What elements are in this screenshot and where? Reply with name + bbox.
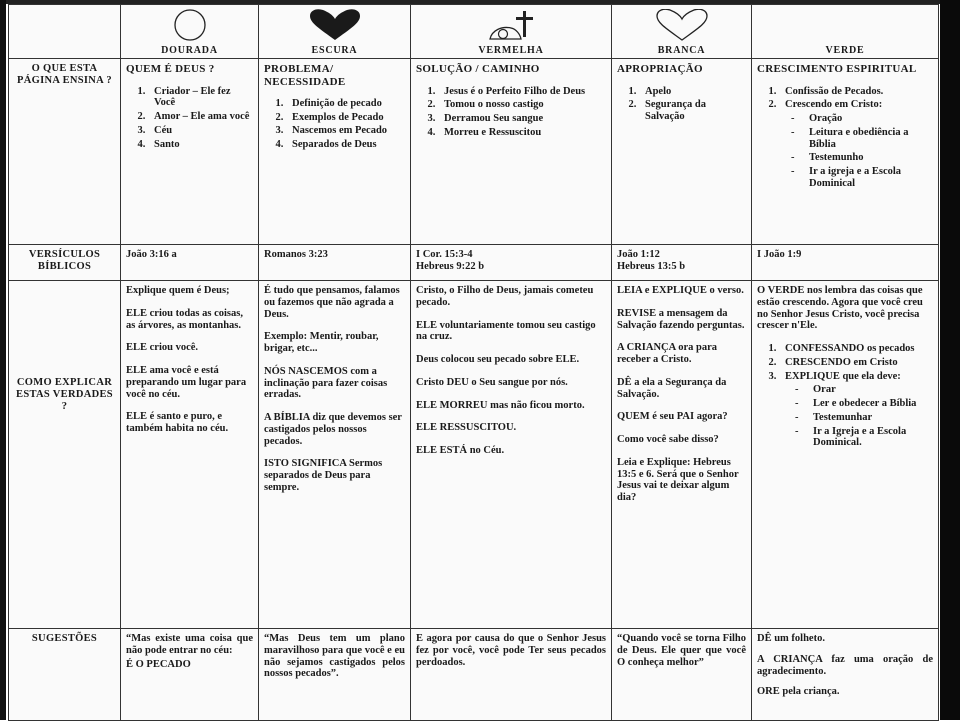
versiculos-cell-branca [612,245,752,281]
ensina-cell-branca [612,59,752,245]
sugestoes-cell-verde [752,629,939,721]
section-heading: PROBLEMA/ NECESSIDADE [264,63,346,88]
topic-list [126,86,253,151]
sugestoes-cell-escura [259,629,411,721]
sub-list-item: - Ir a Igreja e a Escola Dominical. [807,426,933,450]
list-item: 1. Jesus é o Perfeito Filho de Deus [438,86,606,98]
list-item: 1. Apelo [639,86,746,98]
sub-list-item: - Testemunho [803,152,933,164]
sub-list-item: - Leitura e obediência a Bíblia [803,127,933,151]
row-label-ensina: O QUE ESTA PÁGINA ENSINA ? [9,59,121,245]
sub-list-item: - Orar [807,384,933,396]
column-name: DOURADA [161,45,218,56]
explanation-paragraph: Como você sabe disso? [617,434,719,446]
col-header-branca [612,5,752,59]
verse-reference: Romanos 3:23 [264,249,328,261]
suggestion-text: E agora por causa do que o Senhor Jesus fez por você, você pode Ter seus pecados perdoados. [416,633,606,668]
circle-outline-icon [123,9,256,41]
list-item-text: Crescendo em Cristo: [785,99,883,111]
list-item: 1. Definição de pecado [286,98,405,110]
sub-list-item: - Oração [803,113,933,125]
section-heading: QUEM É DEUS ? [126,63,215,76]
list-item [779,371,933,450]
growth-list [757,343,933,449]
ensina-cell-escura [259,59,411,245]
row-explicar [9,281,939,629]
explicar-cell-escura [259,281,411,629]
explanation-paragraph: Explique quem é Deus; [126,285,230,297]
row-sugestoes [9,629,939,721]
suggestion-text: “Quando você se torna Filho de Deus. Ele quer que você O conheça melhor” [617,633,746,668]
explanation-paragraph: ELE MORREU mas não ficou morto. [416,399,585,411]
sub-list-item: - Testemunhar [807,412,933,424]
explanation-paragraph: Deus colocou seu pecado sobre ELE. [416,354,580,366]
suggestion-text: “Mas Deus tem um plano maravilhoso para que você e eu não sejamos castigados pelos nossos pecados”. [264,633,405,680]
column-name: VERMELHA [478,45,544,56]
ensina-cell-dourada [121,59,259,245]
list-item: 3. Derramou Seu sangue [438,113,606,125]
sub-list-item: - Ir a igreja e a Escola Dominical [803,166,933,190]
sugestoes-cell-vermelha [411,629,612,721]
heart-outline-icon [614,9,749,41]
explanation-paragraph: ELE criou você. [126,342,199,354]
header-corner [9,5,121,59]
col-header-vermelha [411,5,612,59]
versiculos-cell-escura [259,245,411,281]
column-name: ESCURA [311,45,358,56]
explanation-paragraph: É tudo que pensamos, falamos ou fazemos que não agrada a Deus. [264,285,400,320]
verse-reference: I Cor. 15:3-4 [416,249,473,261]
list-item: 2. Amor – Ele ama você [148,111,253,123]
explanation-paragraph: ELE ESTÁ no Céu. [416,445,505,457]
scan-left-edge [0,0,6,720]
section-heading: SOLUÇÃO / CAMINHO [416,63,540,76]
list-item: 1. Confissão de Pecados. [779,86,933,98]
explicar-cell-vermelha [411,281,612,629]
scan-right-edge [940,0,960,720]
explanation-paragraph: A BÍBLIA diz que devemos ser castigados pelos nossos pecados. [264,412,402,447]
explanation-paragraph: REVISE a mensagem da Salvação fazendo perguntas. [617,307,745,331]
row-versiculos [9,245,939,281]
ensina-cell-verde [752,59,939,245]
explanation-paragraph: ISTO SIGNIFICA Sermos separados de Deus para sempre. [264,458,383,493]
explanation-paragraph: QUEM é seu PAI agora? [617,411,728,423]
explanation-paragraph: NÓS NASCEMOS com a inclinação para fazer coisas erradas. [264,365,388,401]
list-item-text: EXPLIQUE que ela deve: [785,370,901,382]
ensina-cell-vermelha [411,59,612,245]
explanation-paragraph: DÊ a ela a Segurança da Salvação. [617,376,727,400]
explanation-paragraph: Cristo DEU o Seu sangue por nós. [416,376,568,388]
section-heading: APROPRIAÇÃO [617,63,703,76]
topic-list [757,86,933,190]
explicar-cell-branca [612,281,752,629]
section-heading: CRESCIMENTO ESPIRITUAL [757,63,917,76]
header-row [9,5,939,59]
sugestoes-cell-dourada [121,629,259,721]
verse-reference: João 1:12 [617,249,660,261]
list-item: 3. Nascemos em Pecado [286,125,405,137]
suggestion-text: “Mas existe uma coisa que não pode entrar no céu: [126,633,253,656]
topic-list [617,86,746,123]
heart-filled-icon [261,9,408,41]
list-item [779,99,933,189]
wordless-book-table [8,4,939,721]
col-header-dourada [121,5,259,59]
verse-reference: João 3:16 a [126,249,177,261]
verse-reference-2: Hebreus 13:5 b [617,260,686,272]
list-item: 2. Segurança da Salvação [639,99,746,123]
sub-list-item: - Ler e obedecer a Bíblia [807,398,933,410]
explanation-paragraph: ELE é santo e puro, e também habita no céu. [126,411,229,435]
row-label-explicar: COMO EXPLICAR ESTAS VERDADES ? [9,281,121,629]
explicar-cell-verde [752,281,939,629]
list-item: 1. CONFESSANDO os pecados [779,343,933,355]
suggestion-text: ORE pela criança. [757,686,840,698]
topic-list [264,98,405,151]
column-name: BRANCA [657,45,706,56]
explanation-paragraph: ELE voluntariamente tomou seu castigo na cruz. [416,319,596,343]
row-ensina [9,59,939,245]
topic-list [416,86,606,139]
list-item: 4. Morreu e Ressuscitou [438,127,606,139]
sub-list [785,384,933,449]
explanation-paragraph: Leia e Explique: Hebreus 13:5 e 6. Será que o Senhor Jesus vai te deixar algum dia? [617,456,739,504]
sub-list [785,113,933,190]
list-item: 4. Separados de Deus [286,139,405,151]
suggestion-text: DÊ um folheto. [757,633,825,645]
explanation-paragraph: ELE RESSUSCITOU. [416,422,517,434]
explanation-paragraph: Cristo, o Filho de Deus, jamais cometeu pecado. [416,285,594,308]
versiculos-cell-dourada [121,245,259,281]
explanation-paragraph: ELE criou todas as coisas, as árvores, as montanhas. [126,307,243,331]
sugestoes-cell-branca [612,629,752,721]
list-item: 2. Exemplos de Pecado [286,112,405,124]
row-label-versiculos: VERSÍCULOS BÍBLICOS [9,245,121,281]
row-label-sugestoes: SUGESTÕES [9,629,121,721]
explanation-paragraph: LEIA e EXPLIQUE o verso. [617,285,744,297]
column-name: VERDE [825,45,865,56]
cross-with-stone-icon [413,9,609,41]
list-item: 2. CRESCENDO em Cristo [779,357,933,369]
col-header-escura [259,5,411,59]
verse-reference: I João 1:9 [757,249,802,261]
explanation-paragraph: Exemplo: Mentir, roubar, brigar, etc... [264,331,379,355]
versiculos-cell-verde [752,245,939,281]
verse-reference-2: Hebreus 9:22 b [416,260,485,272]
explanation-paragraph: O VERDE nos lembra das coisas que estão crescendo. Agora que você creu no Senhor Jesus Cristo, você precisa crescer n'Ele. [757,285,923,332]
explanation-paragraph: A CRIANÇA ora para receber a Cristo. [617,342,718,366]
list-item: 2. Tomou o nosso castigo [438,99,606,111]
col-header-verde [752,5,939,59]
explicar-cell-dourada [121,281,259,629]
versiculos-cell-vermelha [411,245,612,281]
list-item: 3. Céu [148,125,253,137]
explanation-paragraph: ELE ama você e está preparando um lugar para você no céu. [126,365,247,400]
suggestion-text: É O PECADO [126,658,191,670]
list-item: 1. Criador – Ele fez Você [148,86,253,110]
list-item: 4. Santo [148,139,253,151]
suggestion-text: A CRIANÇA faz uma oração de agradecimento. [757,653,933,677]
